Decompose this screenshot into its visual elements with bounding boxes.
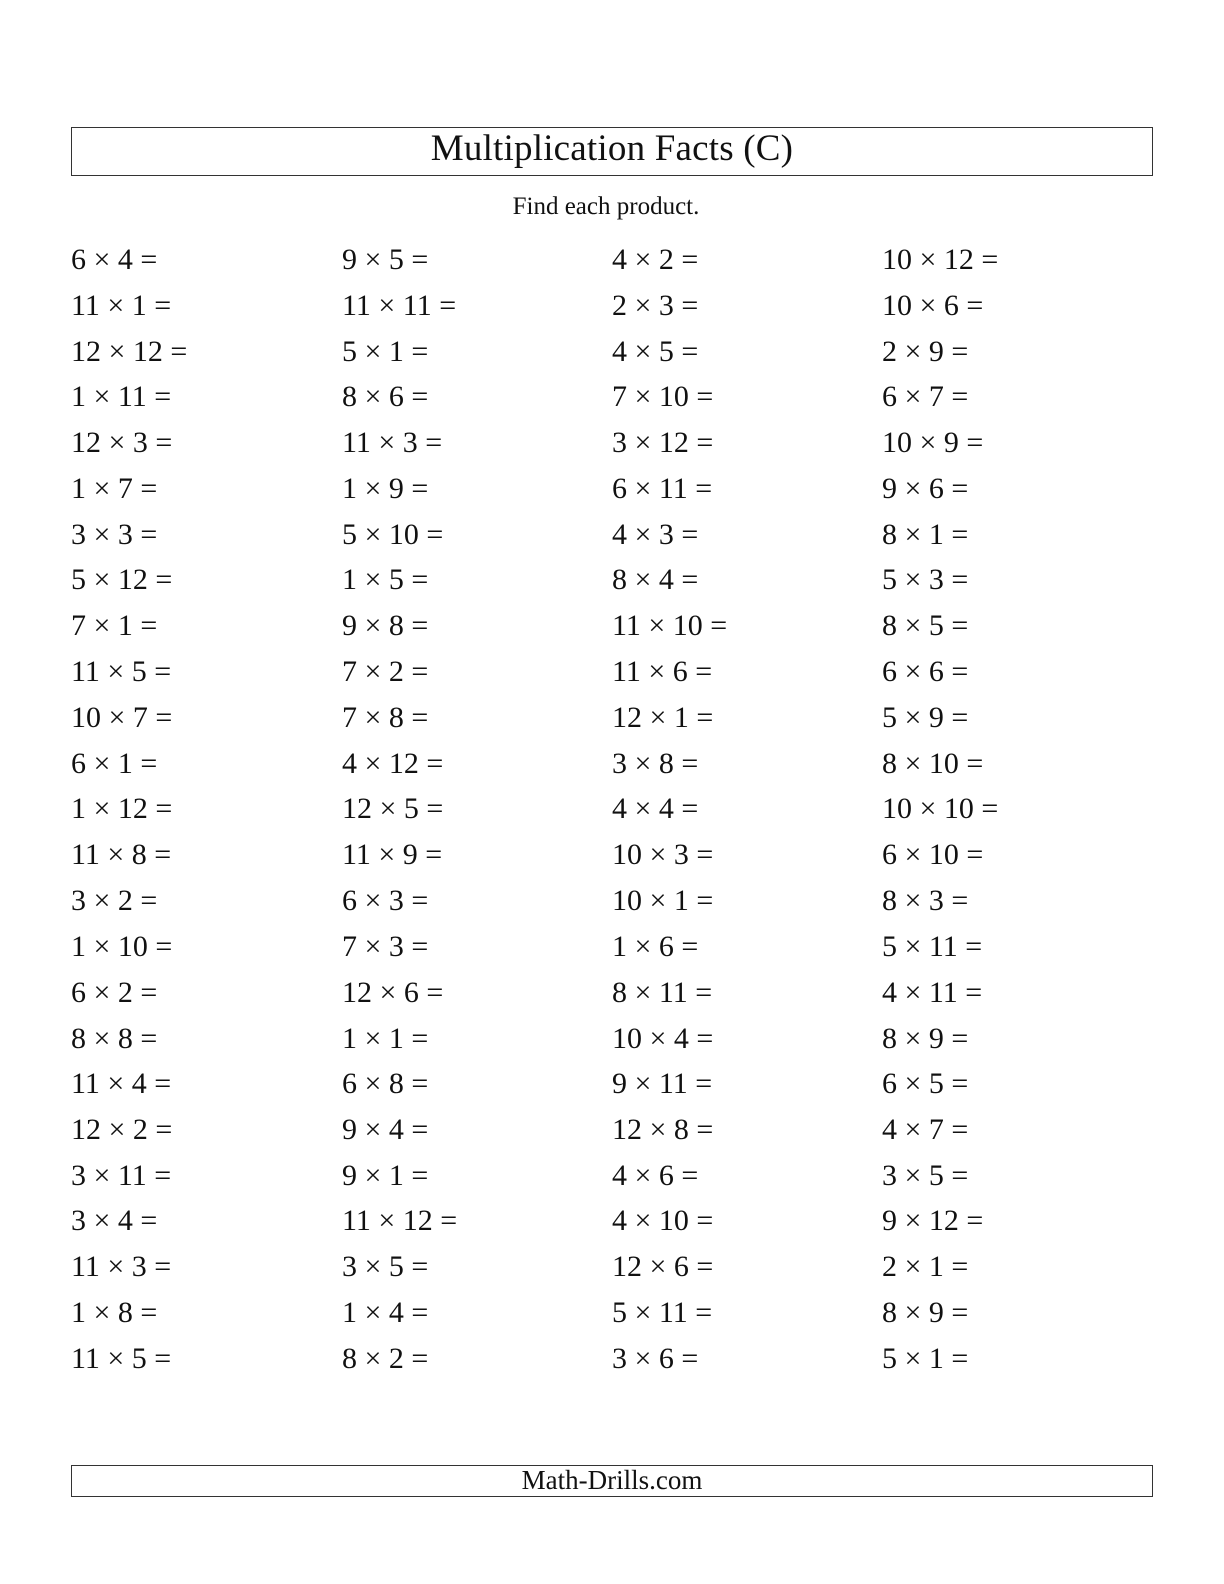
problem-item: 10 × 3 = (612, 838, 714, 871)
title-box (71, 127, 1153, 176)
problem-item: 3 × 4 = (71, 1204, 158, 1237)
problem-item: 12 × 6 = (612, 1250, 714, 1283)
problem-item: 11 × 6 = (612, 655, 713, 688)
problem-item: 8 × 9 = (882, 1022, 969, 1055)
problem-item: 4 × 6 = (612, 1159, 699, 1192)
problem-item: 4 × 10 = (612, 1204, 714, 1237)
problem-item: 3 × 12 = (612, 426, 714, 459)
problem-item: 2 × 9 = (882, 335, 969, 368)
problem-item: 5 × 1 = (882, 1342, 969, 1375)
problem-item: 4 × 7 = (882, 1113, 969, 1146)
problem-item: 11 × 12 = (342, 1204, 458, 1237)
problem-item: 2 × 1 = (882, 1250, 969, 1283)
problem-item: 12 × 8 = (612, 1113, 714, 1146)
problem-item: 8 × 3 = (882, 884, 969, 917)
problem-item: 5 × 11 = (882, 930, 983, 963)
problem-item: 12 × 12 = (71, 335, 188, 368)
problem-item: 3 × 11 = (71, 1159, 172, 1192)
problem-item: 12 × 5 = (342, 792, 444, 825)
problem-item: 4 × 2 = (612, 243, 699, 276)
problem-item: 10 × 6 = (882, 289, 984, 322)
problem-item: 12 × 6 = (342, 976, 444, 1009)
problem-item: 11 × 5 = (71, 655, 172, 688)
instructions: Find each product. (512, 193, 700, 220)
problem-item: 10 × 9 = (882, 426, 984, 459)
problem-item: 2 × 3 = (612, 289, 699, 322)
problem-item: 3 × 5 = (342, 1250, 429, 1283)
problem-item: 6 × 10 = (882, 838, 984, 871)
problem-item: 10 × 7 = (71, 701, 173, 734)
problem-item: 11 × 3 = (342, 426, 443, 459)
problem-item: 6 × 5 = (882, 1067, 969, 1100)
footer-box (71, 1465, 1153, 1497)
problem-item: 5 × 12 = (71, 563, 173, 596)
problem-item: 6 × 7 = (882, 380, 969, 413)
problem-item: 11 × 8 = (71, 838, 172, 871)
problem-item: 8 × 4 = (612, 563, 699, 596)
problem-item: 4 × 11 = (882, 976, 983, 1009)
problem-item: 11 × 1 = (71, 289, 172, 322)
problem-item: 1 × 6 = (612, 930, 699, 963)
problem-item: 1 × 9 = (342, 472, 429, 505)
problem-item: 6 × 8 = (342, 1067, 429, 1100)
problem-item: 11 × 4 = (71, 1067, 172, 1100)
problem-item: 3 × 6 = (612, 1342, 699, 1375)
problem-item: 4 × 3 = (612, 518, 699, 551)
problem-item: 11 × 9 = (342, 838, 443, 871)
problem-item: 6 × 6 = (882, 655, 969, 688)
problem-item: 1 × 4 = (342, 1296, 429, 1329)
problem-item: 11 × 5 = (71, 1342, 172, 1375)
problem-item: 7 × 1 = (71, 609, 158, 642)
problem-item: 9 × 8 = (342, 609, 429, 642)
problem-item: 5 × 11 = (612, 1296, 713, 1329)
problem-item: 9 × 12 = (882, 1204, 984, 1237)
problem-item: 10 × 1 = (612, 884, 714, 917)
problem-item: 1 × 5 = (342, 563, 429, 596)
problem-item: 10 × 4 = (612, 1022, 714, 1055)
problem-item: 11 × 3 = (71, 1250, 172, 1283)
problem-item: 12 × 1 = (612, 701, 714, 734)
problem-item: 9 × 4 = (342, 1113, 429, 1146)
problem-item: 5 × 10 = (342, 518, 444, 551)
problem-item: 7 × 2 = (342, 655, 429, 688)
page-title: Multiplication Facts (C) (430, 128, 794, 169)
problem-item: 3 × 2 = (71, 884, 158, 917)
problem-item: 6 × 11 = (612, 472, 713, 505)
problem-item: 1 × 11 = (71, 380, 172, 413)
problem-item: 4 × 5 = (612, 335, 699, 368)
problem-item: 8 × 9 = (882, 1296, 969, 1329)
problem-item: 10 × 10 = (882, 792, 999, 825)
problem-item: 9 × 6 = (882, 472, 969, 505)
problem-item: 1 × 1 = (342, 1022, 429, 1055)
problem-item: 12 × 3 = (71, 426, 173, 459)
problem-item: 7 × 3 = (342, 930, 429, 963)
problem-item: 6 × 4 = (71, 243, 158, 276)
problem-item: 1 × 8 = (71, 1296, 158, 1329)
problem-item: 8 × 11 = (612, 976, 713, 1009)
problem-item: 4 × 12 = (342, 747, 444, 780)
problem-item: 6 × 2 = (71, 976, 158, 1009)
problem-item: 3 × 3 = (71, 518, 158, 551)
problem-item: 5 × 3 = (882, 563, 969, 596)
problem-item: 10 × 12 = (882, 243, 999, 276)
problem-item: 8 × 2 = (342, 1342, 429, 1375)
problem-item: 3 × 8 = (612, 747, 699, 780)
problem-item: 9 × 1 = (342, 1159, 429, 1192)
problem-item: 8 × 5 = (882, 609, 969, 642)
problem-item: 8 × 8 = (71, 1022, 158, 1055)
problem-item: 6 × 3 = (342, 884, 429, 917)
problem-item: 7 × 10 = (612, 380, 714, 413)
problem-item: 9 × 11 = (612, 1067, 713, 1100)
problem-item: 11 × 11 = (342, 289, 457, 322)
problem-item: 8 × 1 = (882, 518, 969, 551)
footer-site: Math-Drills.com (521, 1464, 703, 1495)
problem-item: 1 × 10 = (71, 930, 173, 963)
problem-item: 6 × 1 = (71, 747, 158, 780)
problem-item: 11 × 10 = (612, 609, 728, 642)
problem-item: 1 × 7 = (71, 472, 158, 505)
problem-item: 1 × 12 = (71, 792, 173, 825)
problem-item: 5 × 1 = (342, 335, 429, 368)
problem-item: 12 × 2 = (71, 1113, 173, 1146)
problem-item: 8 × 10 = (882, 747, 984, 780)
problem-item: 7 × 8 = (342, 701, 429, 734)
problem-item: 5 × 9 = (882, 701, 969, 734)
problem-item: 4 × 4 = (612, 792, 699, 825)
problem-item: 8 × 6 = (342, 380, 429, 413)
problem-item: 3 × 5 = (882, 1159, 969, 1192)
problem-item: 9 × 5 = (342, 243, 429, 276)
